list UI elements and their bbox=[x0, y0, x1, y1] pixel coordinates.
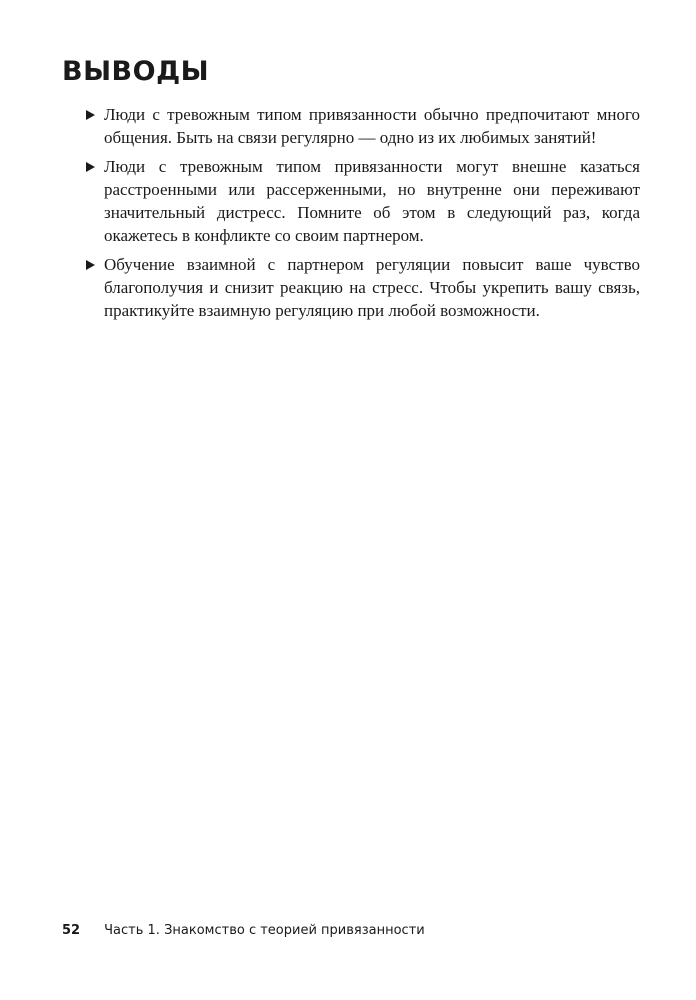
list-item bbox=[86, 103, 640, 149]
triangle-bullet-icon bbox=[86, 110, 95, 120]
running-title: Часть 1. Знакомство с теорией привязанности bbox=[104, 923, 425, 938]
list-item bbox=[86, 253, 640, 322]
list-item-text: Обучение взаимной с партнером регуляции повысит ваше чувство благополучия и снизит реакцию на стресс. Чтобы укрепить вашу связь, практикуйте взаимную регуляцию при любой возможности. bbox=[104, 255, 640, 320]
triangle-bullet-icon bbox=[86, 260, 95, 270]
list-item-text: Люди с тревожным типом привязанности могут внешне казаться расстроенными или рассерженными, но внутренне они переживают значительный дистресс. Помните об этом в следующий раз, когда окажетесь в конфликте со своим партнером. bbox=[104, 157, 640, 245]
section-heading: ВЫВОДЫ bbox=[62, 56, 210, 87]
page-footer bbox=[62, 923, 425, 938]
list-item bbox=[86, 155, 640, 247]
list-item-text: Люди с тревожным типом привязанности обычно предпочитают много общения. Быть на связи регулярно — одно из их любимых занятий! bbox=[104, 105, 640, 147]
triangle-bullet-icon bbox=[86, 162, 95, 172]
conclusions-list bbox=[86, 103, 640, 328]
page-number: 52 bbox=[62, 923, 81, 938]
